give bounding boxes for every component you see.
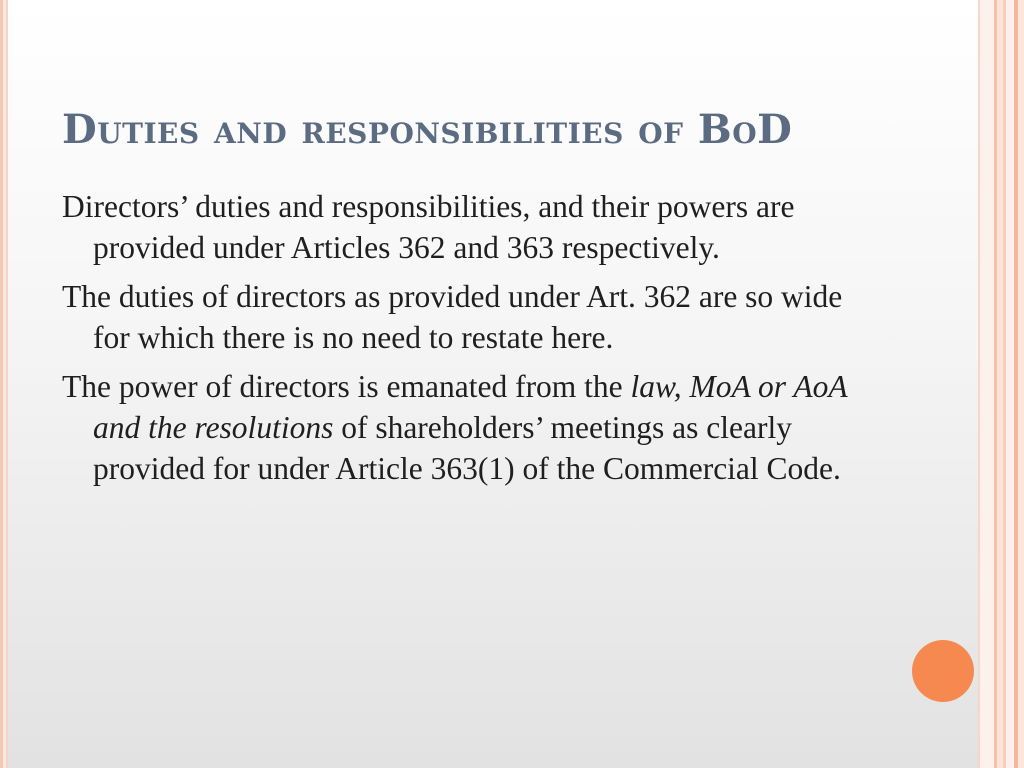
paragraph-power-of-directors bbox=[62, 366, 882, 489]
right-decorative-stripes bbox=[974, 0, 1024, 768]
paragraph-directors-duties: Directors’ duties and responsibilities, and their powers are provided under Articles 362 and 363 respectively. bbox=[62, 189, 795, 265]
paragraph-duties-art-362: The duties of directors as provided under Art. 362 are so wide for which there is no need to restate here. bbox=[62, 279, 843, 355]
orange-accent-circle bbox=[912, 640, 974, 702]
paragraph-italic-phrase: law, MoA or AoA and the resolutions bbox=[93, 369, 847, 445]
paragraph-text-start: The power of directors is emanated from the bbox=[62, 369, 631, 404]
left-decorative-border bbox=[0, 0, 10, 768]
slide-title: Duties and responsibilities of BoD bbox=[62, 106, 793, 153]
slide-body bbox=[62, 186, 882, 497]
paragraph-text-end: of shareholders’ meetings as clearly provided for under Article 363(1) of the Commercial Code. bbox=[93, 410, 841, 486]
